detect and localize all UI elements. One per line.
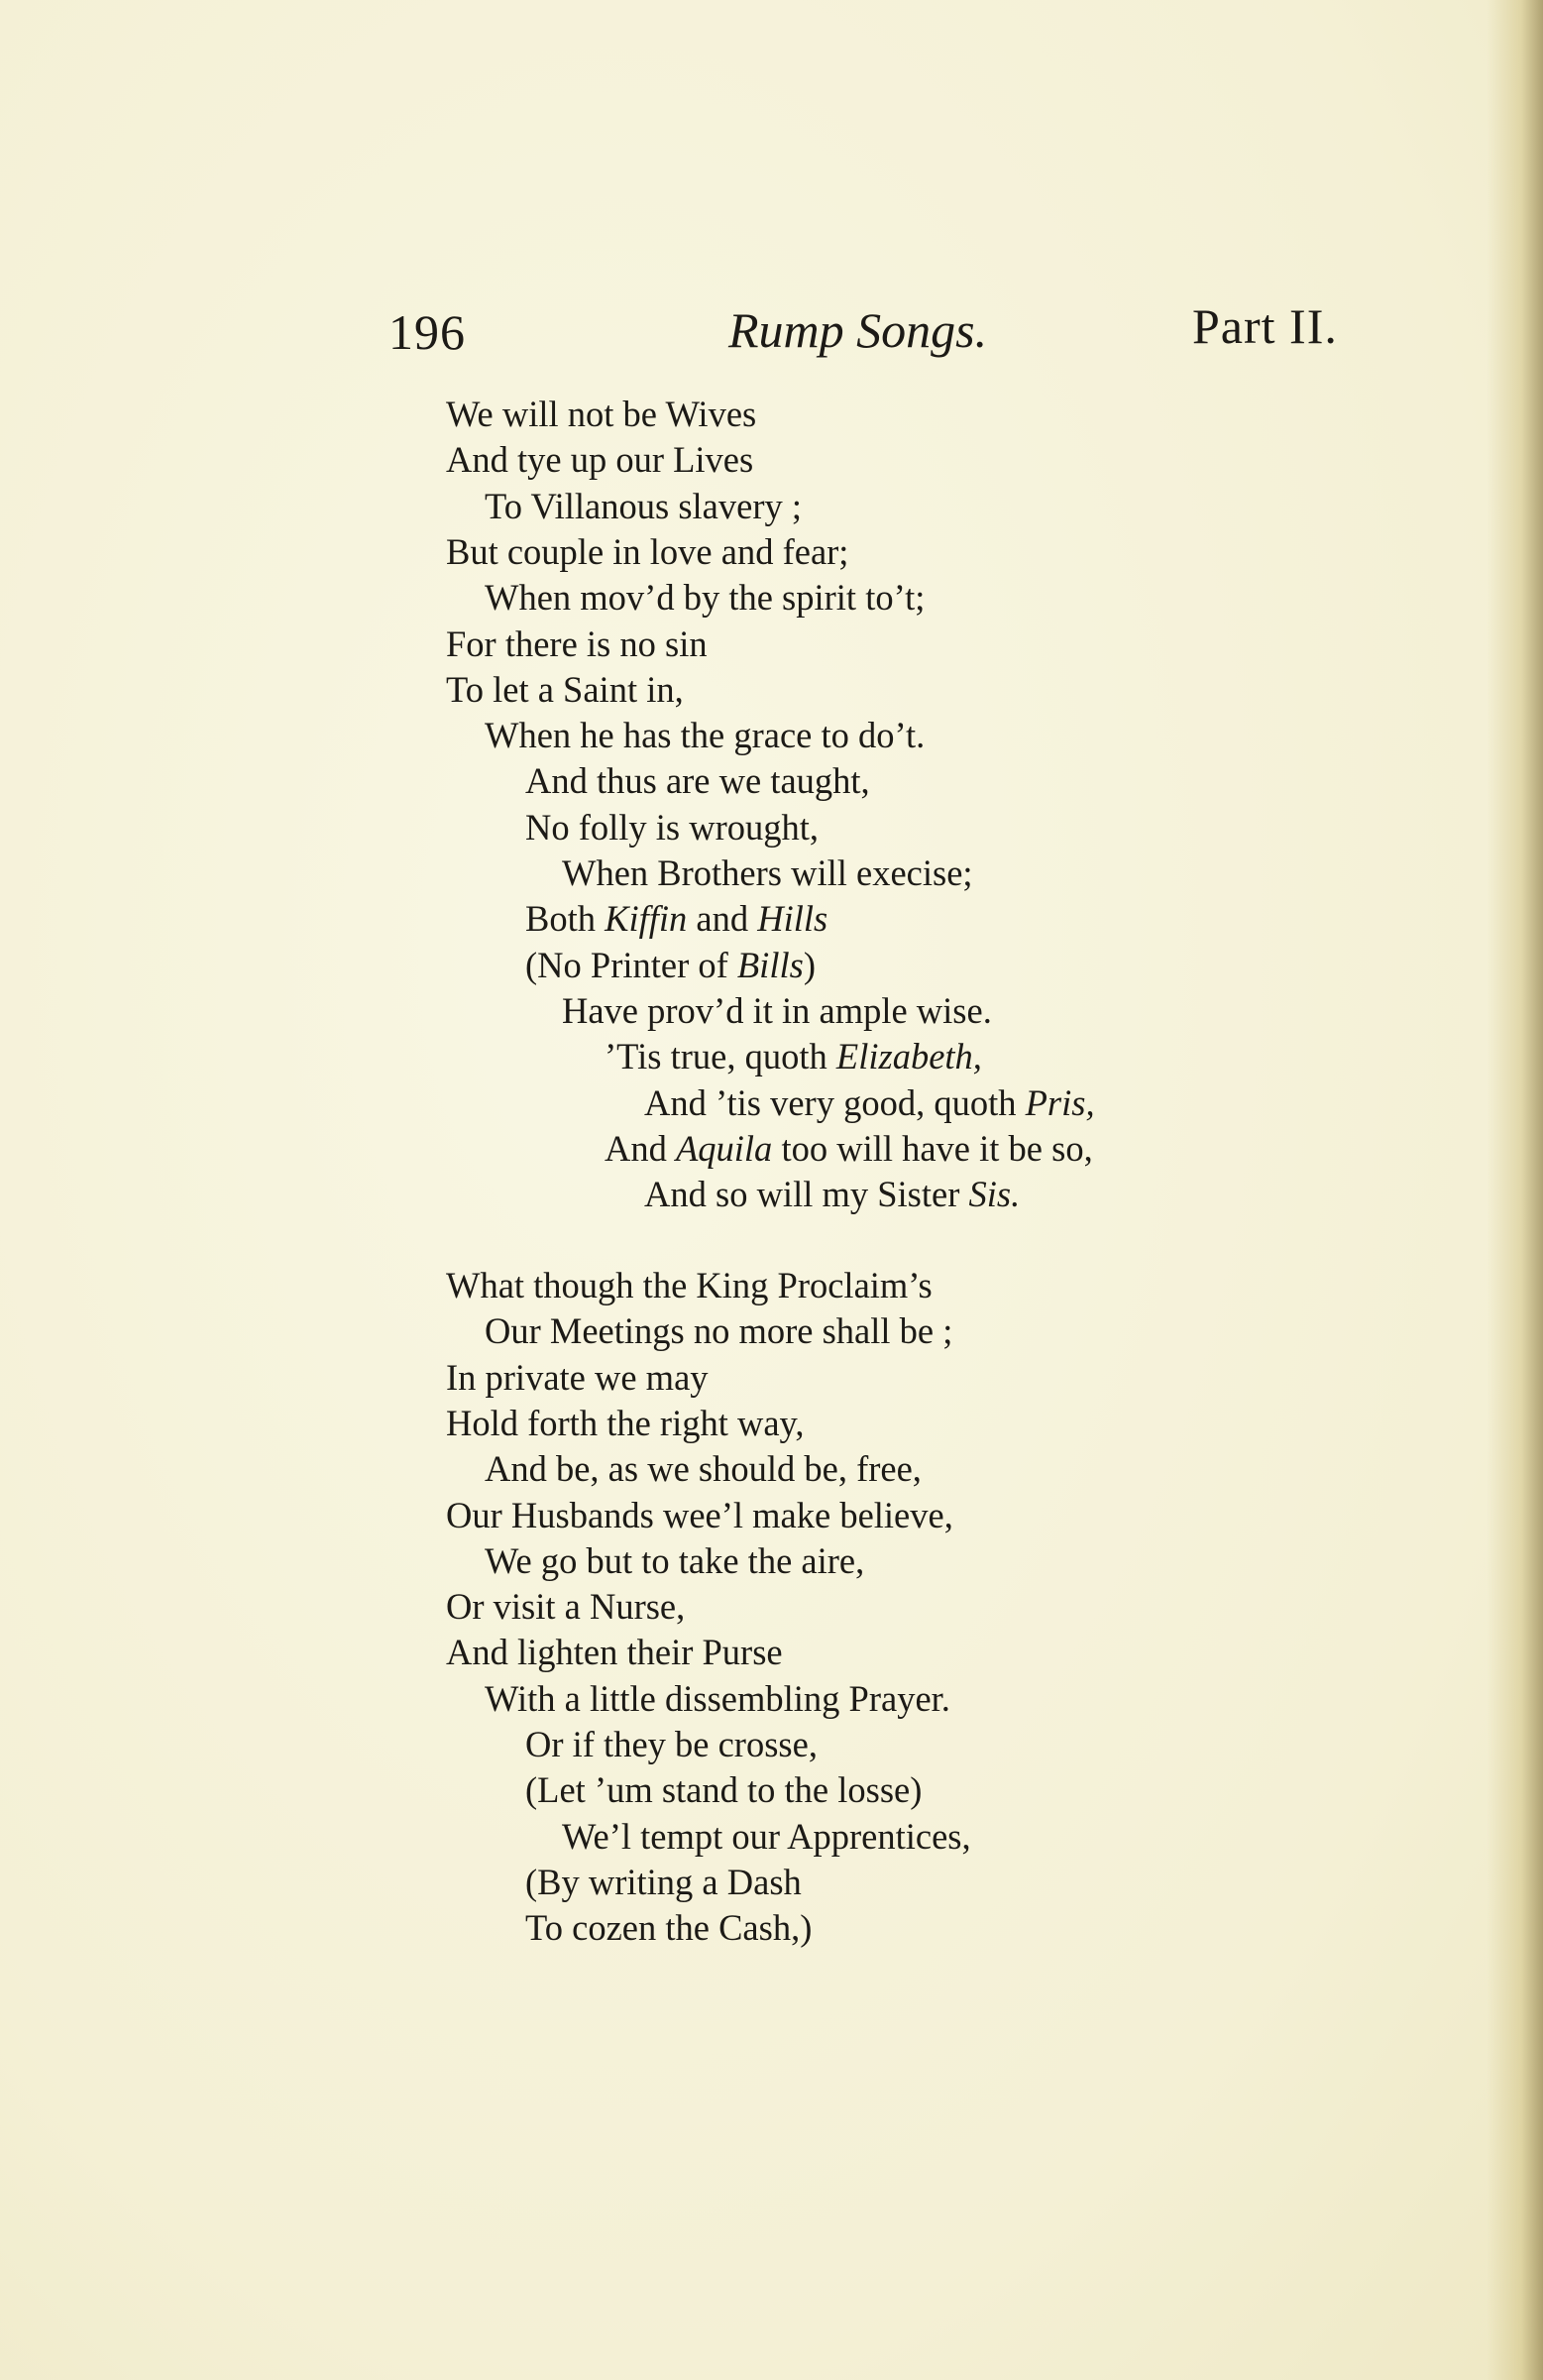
verse-text: ) xyxy=(803,944,816,985)
verse-text: too will have it be so, xyxy=(772,1127,1093,1169)
verse-text: We will not be Wives xyxy=(446,394,757,434)
verse-text: ’Tis true, quoth xyxy=(605,1036,836,1077)
verse-text: And thus are we taught, xyxy=(525,760,870,802)
verse-line xyxy=(485,1538,864,1584)
verse-text: And tye up our Lives xyxy=(446,439,754,481)
verse-text: Hold forth the right way, xyxy=(446,1402,805,1443)
verse-text: and xyxy=(687,898,758,940)
verse-text: Or visit a Nurse, xyxy=(446,1586,686,1628)
verse-line xyxy=(605,1126,1093,1172)
page-number: 196 xyxy=(388,304,466,360)
verse-text: We go but to take the aire, xyxy=(485,1539,865,1581)
verse-text: With a little dissembling Prayer. xyxy=(485,1677,950,1719)
verse-text: To Villanous slavery ; xyxy=(485,485,802,526)
verse-line xyxy=(525,1767,922,1813)
verse-text: For there is no sin xyxy=(446,623,708,664)
verse-line xyxy=(485,1308,952,1354)
verse-line xyxy=(446,667,684,713)
verse-line xyxy=(446,622,708,667)
verse-text: But couple in love and fear; xyxy=(446,530,849,572)
verse-line xyxy=(485,713,925,758)
verse-text: (No Printer of xyxy=(525,944,737,985)
verse-line xyxy=(446,437,753,483)
verse-text: And xyxy=(605,1127,676,1169)
verse-line xyxy=(525,943,816,988)
italic-name: Sis. xyxy=(968,1174,1021,1215)
italic-name: Aquila xyxy=(675,1127,773,1169)
verse-text: We’l tempt our Apprentices, xyxy=(562,1815,971,1857)
verse-line xyxy=(446,1630,783,1675)
verse-text: To cozen the Cash,) xyxy=(525,1907,813,1949)
verse-line xyxy=(562,850,973,896)
verse-line xyxy=(605,1034,982,1079)
verse-text: When mov’d by the spirit to’t; xyxy=(485,577,926,619)
verse-text: When he has the grace to do’t. xyxy=(485,715,926,756)
italic-name: Kiffin xyxy=(605,898,688,940)
part-label: Part II. xyxy=(1192,298,1338,354)
verse-line xyxy=(562,988,992,1034)
verse-line xyxy=(562,1814,971,1860)
verse-line xyxy=(446,1493,953,1538)
verse-text: When Brothers will execise; xyxy=(562,852,973,893)
verse-text: Both xyxy=(525,898,606,940)
verse-text: And lighten their Purse xyxy=(446,1632,783,1673)
verse-line xyxy=(485,575,925,621)
verse-line xyxy=(446,1584,685,1630)
verse-text: (Let ’um stand to the losse) xyxy=(525,1769,923,1811)
verse-line xyxy=(485,1446,922,1492)
verse-text: And so will my Sister xyxy=(644,1174,969,1215)
verse-line xyxy=(446,1263,933,1308)
verse-line xyxy=(525,1722,818,1767)
verse-line xyxy=(525,1860,802,1905)
verse-line xyxy=(485,484,802,529)
italic-name: Bills xyxy=(736,944,804,985)
running-head xyxy=(0,293,1543,363)
italic-name: Hills xyxy=(757,898,828,940)
verse-text: In private we may xyxy=(446,1356,709,1398)
verse-text: Have prov’d it in ample wise. xyxy=(562,989,992,1031)
verse-line xyxy=(525,805,819,850)
verse-line xyxy=(446,1355,709,1401)
verse-text: No folly is wrought, xyxy=(525,806,820,848)
verse-text: Or if they be crosse, xyxy=(525,1724,818,1764)
verse-line xyxy=(525,896,827,942)
book-title: Rump Songs. xyxy=(728,302,988,358)
verse-text: Our Husbands wee’l make believe, xyxy=(446,1494,953,1535)
verse-line xyxy=(525,1905,812,1951)
verse-line xyxy=(446,392,756,437)
verse-text: And be, as we should be, free, xyxy=(485,1448,922,1490)
verse-line xyxy=(446,1401,805,1446)
italic-name: Pris, xyxy=(1025,1081,1095,1123)
verse-line xyxy=(644,1080,1095,1126)
verse-line xyxy=(644,1172,1020,1217)
verse-line xyxy=(485,1676,950,1722)
verse-text: (By writing a Dash xyxy=(525,1861,802,1902)
verse-text: What though the King Proclaim’s xyxy=(446,1265,933,1305)
verse-text: Our Meetings no more shall be ; xyxy=(485,1310,953,1352)
verse-text: To let a Saint in, xyxy=(446,668,684,710)
verse-line xyxy=(446,529,848,575)
verse-line xyxy=(525,758,870,804)
italic-name: Elizabeth, xyxy=(835,1036,982,1077)
verse-text: And ’tis very good, quoth xyxy=(644,1081,1026,1123)
